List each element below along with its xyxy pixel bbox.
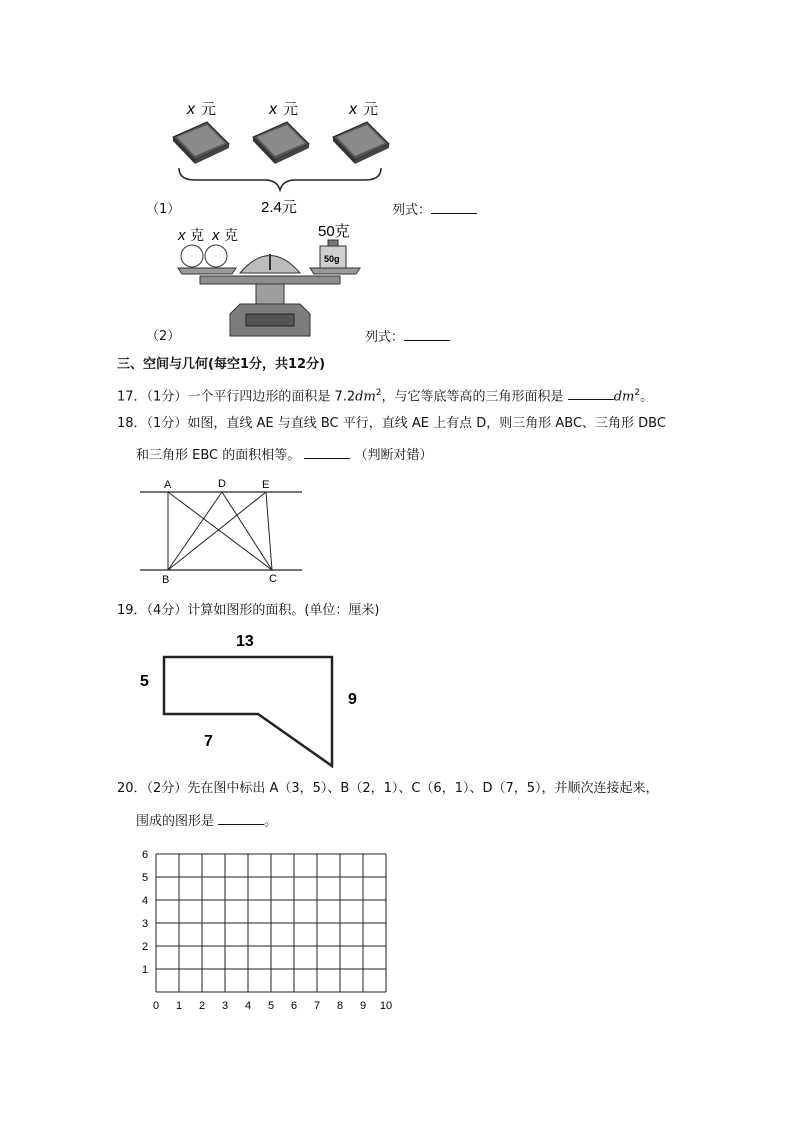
q18-score: （1分） [146,416,188,431]
dim-right: 9 [348,691,357,708]
parallel-lines-figure [136,474,306,586]
ball-icon [205,245,227,267]
y-tick-label: 2 [142,941,149,953]
x-tick-label: 10 [379,1000,393,1012]
formula-1 [392,201,477,220]
q18-line1: 如图，直线 AE 与直线 BC 平行，直线 AE 上有点 D，则三角形 ABC、三角形 DBC [187,416,666,431]
weight-mark: 50g [324,254,340,264]
book3-price-unit: 元 [363,101,379,118]
formula-2 [365,328,450,347]
point-b-label: B [162,574,170,586]
q17-unit: dm [355,389,376,405]
q18-line2: 和三角形 EBC 的面积相等。 [136,448,301,463]
q19-number: 19． [117,603,147,618]
x-tick-label: 2 [198,1000,206,1012]
item-1-label: （1） [146,202,181,217]
left-pan [178,268,236,274]
x-tick-label: 1 [175,1000,183,1012]
book3-price-var: x [349,101,357,118]
y-tick-label: 4 [142,895,149,907]
dim-top: 13 [236,633,254,650]
q17-unit-2: dm [613,389,635,405]
x-tick-label: 0 [152,1000,160,1012]
q17-end: 。 [640,389,654,405]
q17-sup: 2 [375,388,382,398]
item-2-label: （2） [146,329,181,344]
brace [179,168,381,190]
q18-answer-blank[interactable] [304,446,350,459]
scale-illustration [170,218,370,340]
book-icon [173,122,229,164]
ball2-var: x [212,227,220,244]
dim-left: 5 [140,673,149,690]
x-tick-label: 7 [313,1000,321,1012]
q17-sup-2: 2 [634,388,641,398]
x-tick-label: 8 [336,1000,344,1012]
y-tick-label: 3 [142,918,149,930]
y-tick-label: 5 [142,872,149,884]
point-d-label: D [218,478,226,490]
question-17 [117,384,653,406]
q17-score: （1分） [146,389,188,405]
question-20 [117,780,659,798]
ball2-unit: 克 [224,227,238,243]
x-tick-label: 9 [359,1000,367,1012]
formula-2-label: 列式： [365,330,405,345]
q19-text: 计算如图形的面积。(单位：厘米) [187,603,380,618]
x-tick-label: 4 [244,1000,252,1012]
book2-price-var: x [269,101,277,118]
book-icon [253,122,309,164]
book-icon [333,122,389,164]
q19-score: （4分） [146,603,188,618]
question-18-line2 [136,446,433,465]
section-3-title: 三、空间与几何(每空1分，共12分) [117,357,326,372]
coordinate-grid[interactable] [136,838,406,1018]
y-tick-label: 1 [142,964,149,976]
q18-suffix: （判断对错） [354,448,433,463]
ball-icon [181,245,203,267]
total-price-label: 2.4元 [261,199,297,216]
q17-answer-blank[interactable] [568,387,614,400]
q20-end: 。 [264,814,278,829]
q20-answer-blank[interactable] [218,812,264,825]
book1-price-var: x [187,101,195,118]
ball1-unit: 克 [190,227,204,243]
weight-label: 50克 [318,223,350,240]
q20-line2: 围成的图形是 [136,814,215,829]
q17-text-a: 一个平行四边形的面积是 7.2 [187,389,356,405]
book2-price-unit: 元 [283,101,299,118]
formula-2-blank[interactable] [404,328,450,341]
point-a-label: A [164,479,172,491]
q20-line1: 先在图中标出 A（3，5）、B（2，1）、C（6，1）、D（7，5），并顺次连接起来， [187,781,659,796]
q17-number: 17． [117,389,147,405]
question-19 [117,602,379,620]
book1-price-unit: 元 [201,101,217,118]
point-e-label: E [262,479,270,491]
q20-number: 20． [117,781,147,796]
formula-1-blank[interactable] [431,201,477,214]
books-illustration [165,92,395,217]
scale-beam [200,276,340,284]
dim-bottom: 7 [204,733,213,750]
polygon-figure [136,628,366,768]
x-tick-label: 5 [267,1000,275,1012]
question-18 [117,415,666,433]
q20-score: （2分） [146,781,188,796]
x-tick-label: 6 [290,1000,298,1012]
formula-1-label: 列式： [392,203,432,218]
right-pan [310,268,360,274]
ball1-var: x [178,227,186,244]
q18-number: 18． [117,416,147,431]
weight-icon [320,240,346,268]
q17-text-b: ，与它等底等高的三角形面积是 [381,389,564,405]
point-c-label: C [269,573,277,585]
y-tick-label: 6 [142,849,149,861]
x-tick-label: 3 [221,1000,229,1012]
pentagon-shape [164,657,332,766]
question-20-line2 [136,812,277,831]
